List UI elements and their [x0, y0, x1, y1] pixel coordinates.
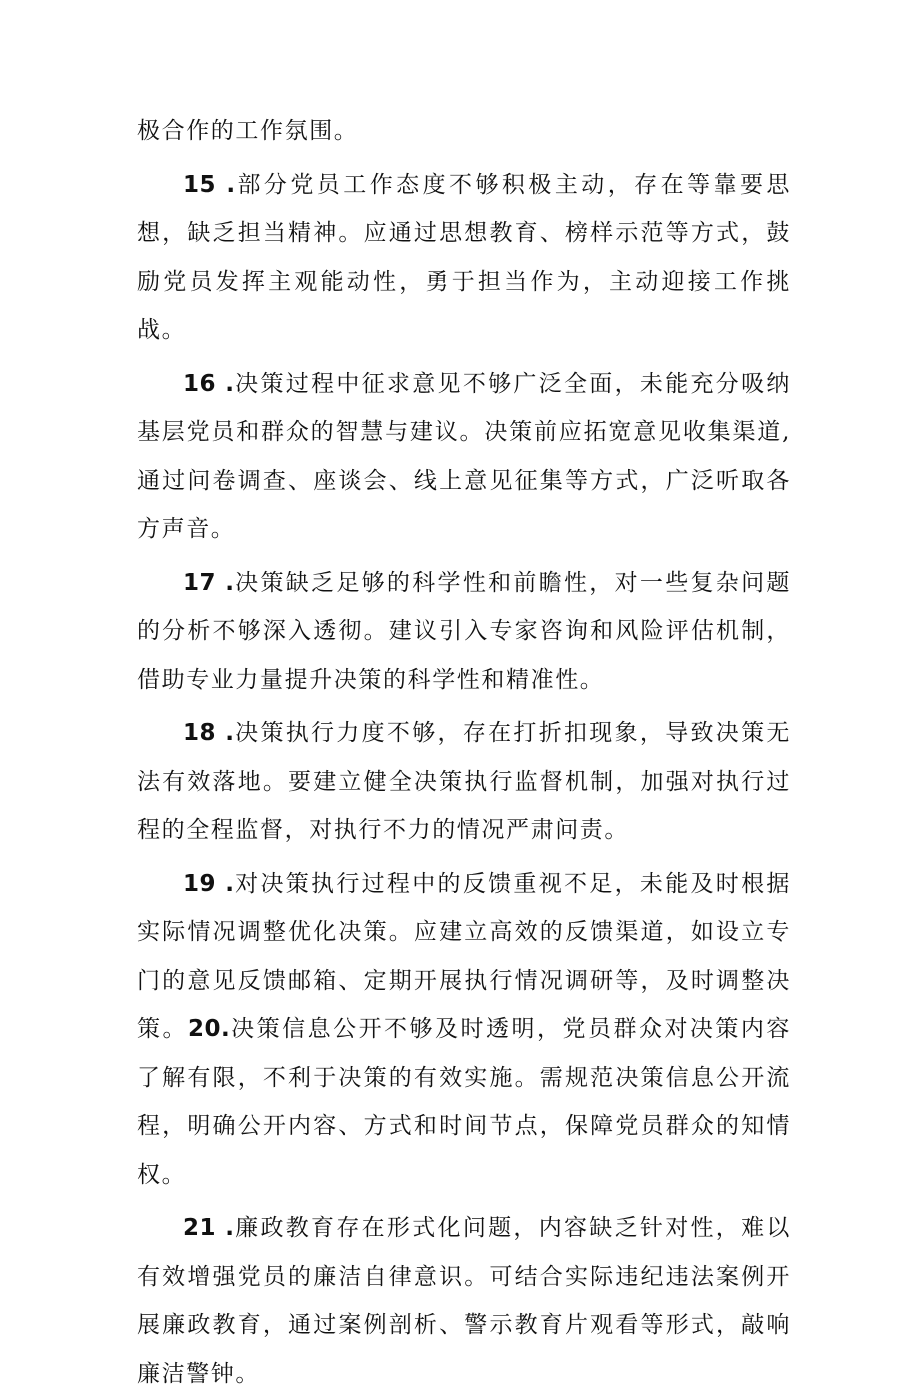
paragraph-text: 对决策执行过程中的反馈重视不足，未能及时根据实际情况调整优化决策。应建立高效的反馈渠道，如设立专门的意见反馈邮箱、定期开展执行情况调研等，及时调整决策。 [137, 870, 791, 1042]
paragraph-text: 决策过程中征求意见不够广泛全面，未能充分吸纳基层党员和群众的智慧与建议。决策前应拓宽意见收集渠道,通过问卷调查、座谈会、线上意见征集等方式，广泛听取各方声音。 [137, 370, 791, 542]
paragraph-text-inline: 决策信息公开不够及时透明，党员群众对决策内容了解有限，不利于决策的有效实施。需规范决策信息公开流程，明确公开内容、方式和时间节点，保障党员群众的知情权。 [137, 1016, 791, 1188]
paragraph-item-19 [137, 860, 791, 1200]
item-number: 19 . [183, 870, 235, 897]
paragraph-item-17 [137, 559, 791, 705]
item-number: 17 . [183, 569, 235, 596]
paragraph-item-16 [137, 360, 791, 554]
item-number: 16 . [183, 370, 235, 397]
paragraph-continued [137, 107, 791, 156]
document-body [137, 107, 791, 1398]
item-number: 15 . [183, 171, 236, 198]
paragraph-text: 部分党员工作态度不够积极主动，存在等靠要思想，缺乏担当精神。应通过思想教育、榜样示范等方式，鼓励党员发挥主观能动性，勇于担当作为，主动迎接工作挑战。 [137, 171, 791, 343]
item-number: 18 . [183, 720, 235, 746]
paragraph-text: 决策缺乏足够的科学性和前瞻性，对一些复杂问题的分析不够深入透彻。建议引入专家咨询和风险评估机制，借助专业力量提升决策的科学性和精准性。 [137, 569, 791, 693]
paragraph-text: 廉政教育存在形式化问题，内容缺乏针对性，难以有效增强党员的廉洁自律意识。可结合实际违纪违法案例开展廉政教育，通过案例剖析、警示教育片观看等形式，敲响廉洁警钟。 [137, 1215, 791, 1387]
paragraph-text: 决策执行力度不够，存在打折扣现象，导致决策无法有效落地。要建立健全决策执行监督机制，加强对执行过程的全程监督，对执行不力的情况严肃问责。 [137, 720, 791, 843]
paragraph-item-18 [137, 709, 791, 855]
paragraph-item-15 [137, 161, 791, 355]
paragraph-item-21 [137, 1204, 791, 1398]
paragraph-text: 极合作的工作氛围。 [137, 118, 359, 144]
item-number: 21 . [183, 1215, 235, 1241]
item-number-inline: 20. [187, 1016, 231, 1042]
